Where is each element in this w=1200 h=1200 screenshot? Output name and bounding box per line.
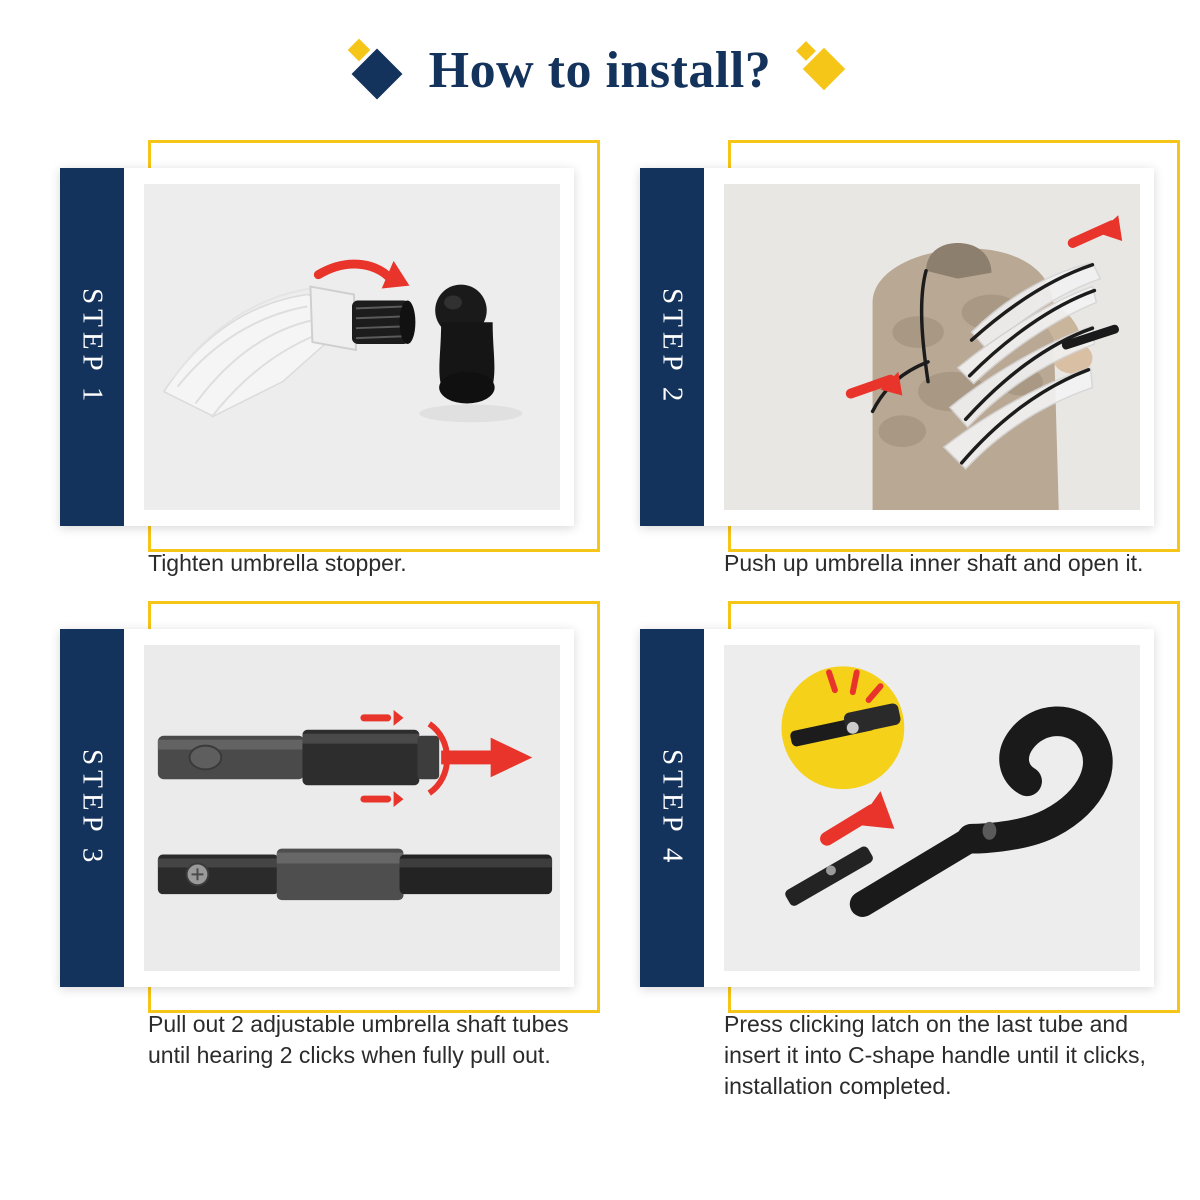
steps-grid	[0, 140, 1200, 1102]
step-2-label: STEP 2	[656, 287, 689, 407]
step-4-label: STEP 4	[656, 748, 689, 868]
step-4-card-body	[640, 629, 1154, 987]
step-card-3	[60, 601, 600, 1102]
step-1-label: STEP 1	[76, 287, 109, 407]
diamond-yellow-icon	[795, 42, 849, 98]
step-4-illustration	[724, 645, 1140, 971]
step-2-caption: Push up umbrella inner shaft and open it.	[724, 550, 1144, 576]
step-2-illustration	[724, 184, 1140, 510]
step-3-illustration	[144, 645, 560, 971]
umbrella-stopper-photo	[144, 184, 560, 510]
step-1-label-bar	[60, 168, 124, 526]
step-1-card-body	[60, 168, 574, 526]
insert-into-c-handle-photo	[724, 645, 1140, 971]
step-1-caption: Tighten umbrella stopper.	[148, 550, 407, 576]
step-card-1	[60, 140, 600, 579]
step-3-label: STEP 3	[76, 748, 109, 868]
step-1-illustration	[144, 184, 560, 510]
step-2-card-body	[640, 168, 1154, 526]
page-title: How to install?	[428, 41, 772, 99]
step-3-caption: Pull out 2 adjustable umbrella shaft tubes until hearing 2 clicks when fully pull out.	[148, 1011, 569, 1069]
page-header	[0, 0, 1200, 140]
push-up-inner-shaft-photo	[724, 184, 1140, 510]
step-3-card-body	[60, 629, 574, 987]
pull-out-shaft-tubes-photo	[144, 645, 560, 971]
step-card-2	[640, 140, 1180, 579]
step-3-label-bar	[60, 629, 124, 987]
diamond-navy-icon	[351, 42, 405, 98]
step-2-label-bar	[640, 168, 704, 526]
step-4-label-bar	[640, 629, 704, 987]
step-4-caption: Press clicking latch on the last tube and insert it into C-shape handle until it clicks, installation completed.	[724, 1011, 1146, 1100]
step-card-4	[640, 601, 1180, 1102]
